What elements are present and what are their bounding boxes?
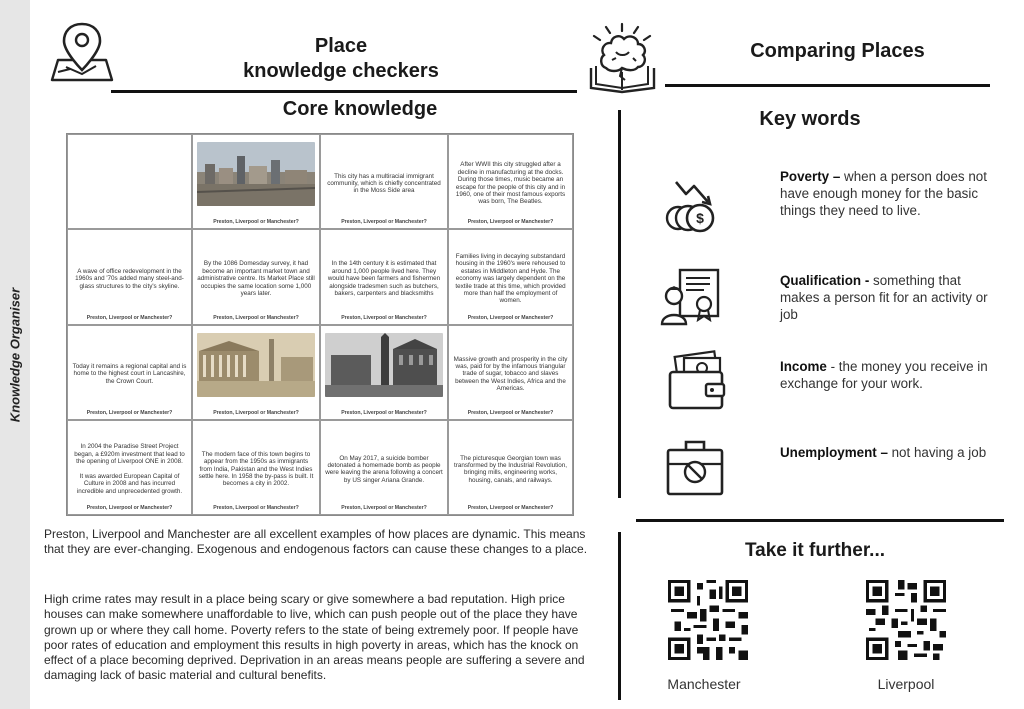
grid-cell: Preston, Liverpool or Manchester? (192, 134, 320, 229)
grid-cell: Massive growth and prosperity in the city was, paid for by the infamous triangular trade of sugar, tobacco and slaves between the West Indies, Africa and the Americas. Preston, Liverpool or Manchester? (448, 325, 573, 420)
grid-cell: Preston, Liverpool or Manchester? (192, 325, 320, 420)
grid-cell-empty (67, 134, 192, 229)
qr-code-liverpool[interactable] (866, 580, 946, 660)
qualification-certificate-icon (660, 266, 722, 328)
historic-street-photo (197, 333, 315, 397)
divider-vertical-lower (618, 532, 621, 700)
qr-label-liverpool: Liverpool (877, 676, 935, 692)
poverty-coins-icon (664, 174, 726, 236)
grid-cell: A wave of office redevelopment in the 1960s and '70s added many steel-and-glass structures to the city's skyline. Preston, Liverpool or Manchester? (67, 229, 192, 324)
keyword-unemployment: Unemployment – not having a job (780, 445, 987, 460)
place-knowledge-title: Place knowledge checkers (243, 35, 439, 82)
grid-cell: Today it remains a regional capital and is home to the highest court in Lancashire, the Crown Court. Preston, Liverpool or Manchester? (67, 325, 192, 420)
grid-cell: Preston, Liverpool or Manchester? (320, 325, 448, 420)
grid-cell: Families living in decaying substandard housing in the 1960's were rehoused to estates in Middleton and Hyde. The economy was largely dependent on the textile trade at this time, which provided more than half the employment of women. Preston, Liverpool or Manchester? (448, 229, 573, 324)
divider-horizontal-right (636, 519, 1004, 522)
divider-vertical-upper (618, 110, 621, 498)
location-map-icon (48, 20, 116, 84)
qr-label-manchester: Manchester (667, 676, 741, 692)
comparing-places-title: Comparing Places (750, 40, 925, 62)
header-rule-right (665, 84, 990, 87)
keyword-income: Income - the money you receive in exchange for your work. (780, 359, 988, 392)
key-words-title: Key words (759, 108, 861, 130)
body-paragraph-2: High crime rates may result in a place being scary or give somewhere a bad reputation. High price houses can make somewhere unaffordable to live, which can push people out of the place they have grown up or where they call home. Poverty refers to the state of being extremely poor. If people have poor rates of education and employment this results in high poverty in areas, which has the knock on effect of a place becoming deprived. Deprivation in an areas means people are suffering a severe and damaging lack of basic material and cultural benefits. (44, 592, 585, 683)
grid-cell: The modern face of this town begins to appear from the 1950s as immigrants from India, Pakistan and the West Indies settle here. In 1958 the by-pass is built. It becomes a city in 2002. Preston, Liverpool or Manchester? (192, 420, 320, 515)
keyword-qualification: Qualification - something that makes a person fit for an activity or job (780, 273, 988, 323)
header-rule-left (111, 90, 577, 93)
keyword-poverty: Poverty – when a person does not have enough money for the basic things they need to live. (780, 169, 987, 219)
city-skyline-photo (197, 142, 315, 206)
grid-cell: This city has a multiracial immigrant community, which is chiefly concentrated in the Moss Side area Preston, Liverpool or Manchester? (320, 134, 448, 229)
grid-cell: The picturesque Georgian town was transformed by the Industrial Revolution, bringing mills, engineering works, housing, canals, and railways. Preston, Liverpool or Manchester? (448, 420, 573, 515)
wallet-icon (666, 350, 728, 412)
grid-cell: By the 1086 Domesday survey, it had become an important market town and administrative centre. Its Market Place still occupies the same location some 1,000 years later. Preston, Liverpool or Manchester? (192, 229, 320, 324)
brain-book-icon (586, 22, 660, 94)
qr-code-manchester[interactable] (668, 580, 748, 660)
grid-cell: On May 2017, a suicide bomber detonated a homemade bomb as people were leaving the arena following a concert by US singer Ariana Grande. Preston, Liverpool or Manchester? (320, 420, 448, 515)
grid-cell: In 2004 the Paradise Street Project began, a £920m investment that lead to the opening of Liverpool ONE in 2008. It was awarded European Capital of Culture in 2008 and has incurred incredible and unprecedented growth. Preston, Liverpool or Manchester? (67, 420, 192, 515)
grid-cell: In the 14th century it is estimated that around 1,000 people lived here. They would have been farmers and fishermen alongside tradesmen such as butchers, bakers, carpenters and blacksmiths Preston, Liverpool or Manchester? (320, 229, 448, 324)
knowledge-grid (66, 133, 574, 516)
core-knowledge-title: Core knowledge (282, 98, 438, 120)
unemployment-briefcase-icon (664, 434, 726, 498)
town-hall-photo (325, 333, 443, 397)
take-it-further-title: Take it further... (744, 540, 886, 561)
svg-text:$: $ (696, 210, 704, 226)
side-label: Knowledge Organiser (7, 287, 23, 423)
body-paragraph-1: Preston, Liverpool and Manchester are all excellent examples of how places are dynamic. This means that they are ever-changing. Exogenous and endogenous factors can cause these changes to a place. (44, 527, 588, 557)
grid-cell: After WWII this city struggled after a decline in manufacturing at the docks. During those times, music became an escape for the people of this city and in 1960, one of their most famous exports was born, The Beatles. Preston, Liverpool or Manchester? (448, 134, 573, 229)
